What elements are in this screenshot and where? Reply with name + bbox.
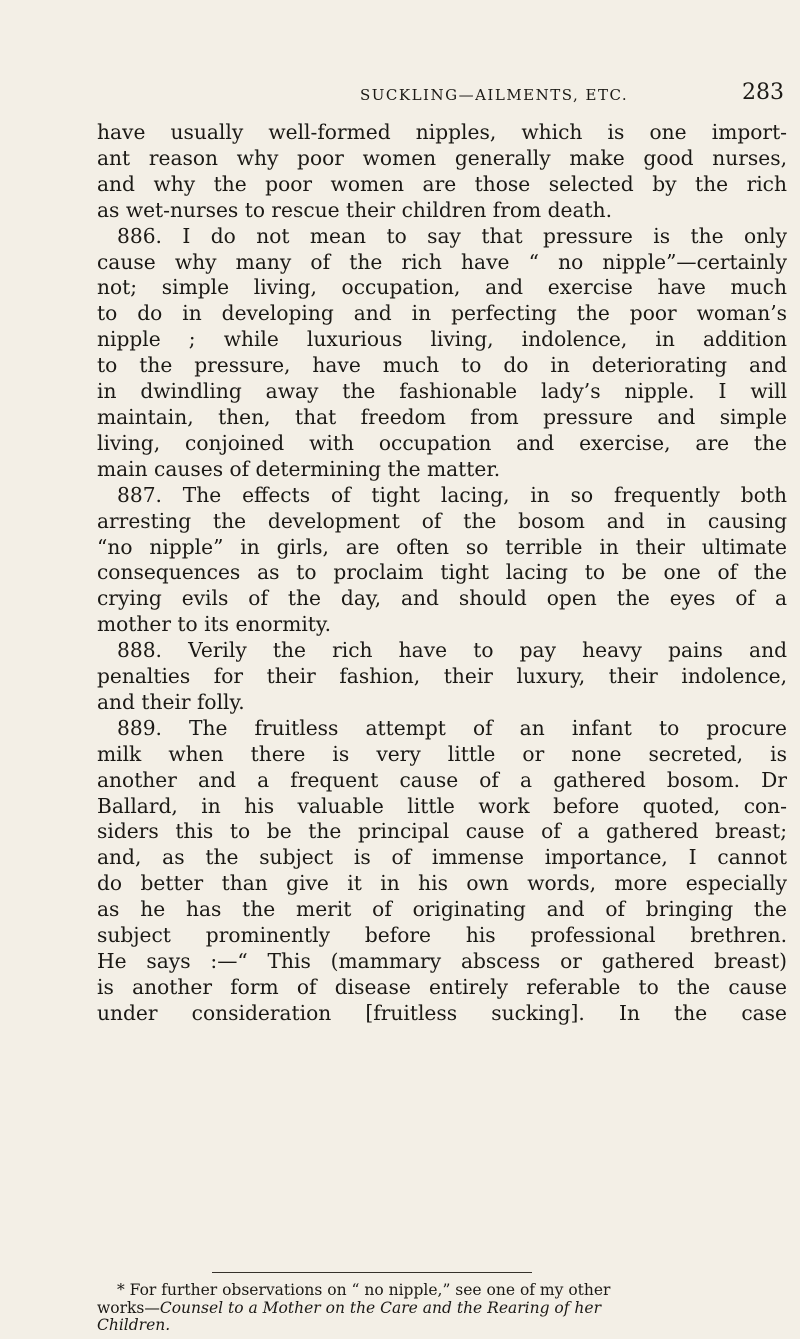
text-line: is another form of disease entirely referable to the cause bbox=[97, 974, 787, 999]
text-line: milk when there is very little or none secreted, is bbox=[97, 741, 787, 766]
footnote-line bbox=[97, 1300, 787, 1318]
page-number: 283 bbox=[742, 80, 784, 105]
text-line: do better than give it in his own words, more especially bbox=[97, 871, 787, 896]
text-line: and, as the subject is of immense importance, I cannot bbox=[97, 845, 787, 870]
text-line: as wet-nurses to rescue their children from death. bbox=[97, 197, 613, 222]
text-line: crying evils of the day, and should open the eyes of a bbox=[97, 586, 787, 611]
running-head: SUCKLING—AILMENTS, ETC. bbox=[360, 86, 629, 104]
text-line: another and a frequent cause of a gathered bosom. Dr bbox=[97, 767, 787, 792]
text-line: living, conjoined with occupation and exercise, are the bbox=[97, 430, 787, 455]
text-line: to do in developing and in perfecting the poor woman’s bbox=[97, 301, 787, 326]
footnote bbox=[97, 1282, 787, 1335]
text-line: have usually well-formed nipples, which is one import- bbox=[97, 120, 787, 144]
text-line: to the pressure, have much to do in deteriorating and bbox=[97, 353, 787, 378]
text-line: cause why many of the rich have “ no nipple”—certainly bbox=[97, 249, 787, 274]
text-line: “no nipple” in girls, are often so terrible in their ultimate bbox=[97, 534, 787, 559]
text-line: 889. The fruitless attempt of an infant to procure bbox=[117, 715, 787, 740]
text-line: 886. I do not mean to say that pressure is the only bbox=[117, 223, 787, 248]
text-line: ant reason why poor women generally make good nurses, bbox=[97, 145, 787, 170]
text-line: Ballard, in his valuable little work before quoted, con- bbox=[97, 793, 787, 818]
text-line: main causes of determining the matter. bbox=[97, 456, 501, 481]
text-line: subject prominently before his professional brethren. bbox=[97, 923, 787, 948]
footnote-book-title: Children. bbox=[97, 1317, 171, 1335]
text-line: 887. The effects of tight lacing, in so frequently both bbox=[117, 482, 787, 507]
text-line: not; simple living, occupation, and exercise have much bbox=[97, 275, 787, 300]
text-line: He says :—“ This (mammary abscess or gathered breast) bbox=[97, 949, 787, 973]
text-line: consequences as to proclaim tight lacing to be one of the bbox=[97, 560, 787, 585]
text-line: and why the poor women are those selected by the rich bbox=[97, 171, 787, 196]
footnote-text: works— bbox=[97, 1299, 160, 1317]
text-line: as he has the merit of originating and of bringing the bbox=[97, 897, 787, 922]
text-line: and their folly. bbox=[97, 689, 245, 714]
footnote-line: * For further observations on “ no nipple,” see one of my other bbox=[117, 1282, 611, 1299]
body-text bbox=[97, 120, 787, 1027]
text-line: under consideration [fruitless sucking]. In the case bbox=[97, 1000, 787, 1025]
text-line: nipple ; while luxurious living, indolence, in addition bbox=[97, 327, 787, 352]
text-line: arresting the development of the bosom and in causing bbox=[97, 508, 787, 533]
text-line: in dwindling away the fashionable lady’s nipple. I will bbox=[97, 379, 787, 404]
footnote-rule bbox=[212, 1272, 532, 1273]
text-line: penalties for their fashion, their luxury, their indolence, bbox=[97, 664, 787, 689]
text-line: siders this to be the principal cause of a gathered breast; bbox=[97, 819, 787, 844]
text-line: 888. Verily the rich have to pay heavy pains and bbox=[117, 638, 787, 663]
footnote-book-title: Counsel to a Mother on the Care and the Rearing of her bbox=[159, 1299, 601, 1317]
text-line: maintain, then, that freedom from pressure and simple bbox=[97, 404, 787, 429]
text-line: mothe‌r to its enormity. bbox=[97, 612, 332, 637]
